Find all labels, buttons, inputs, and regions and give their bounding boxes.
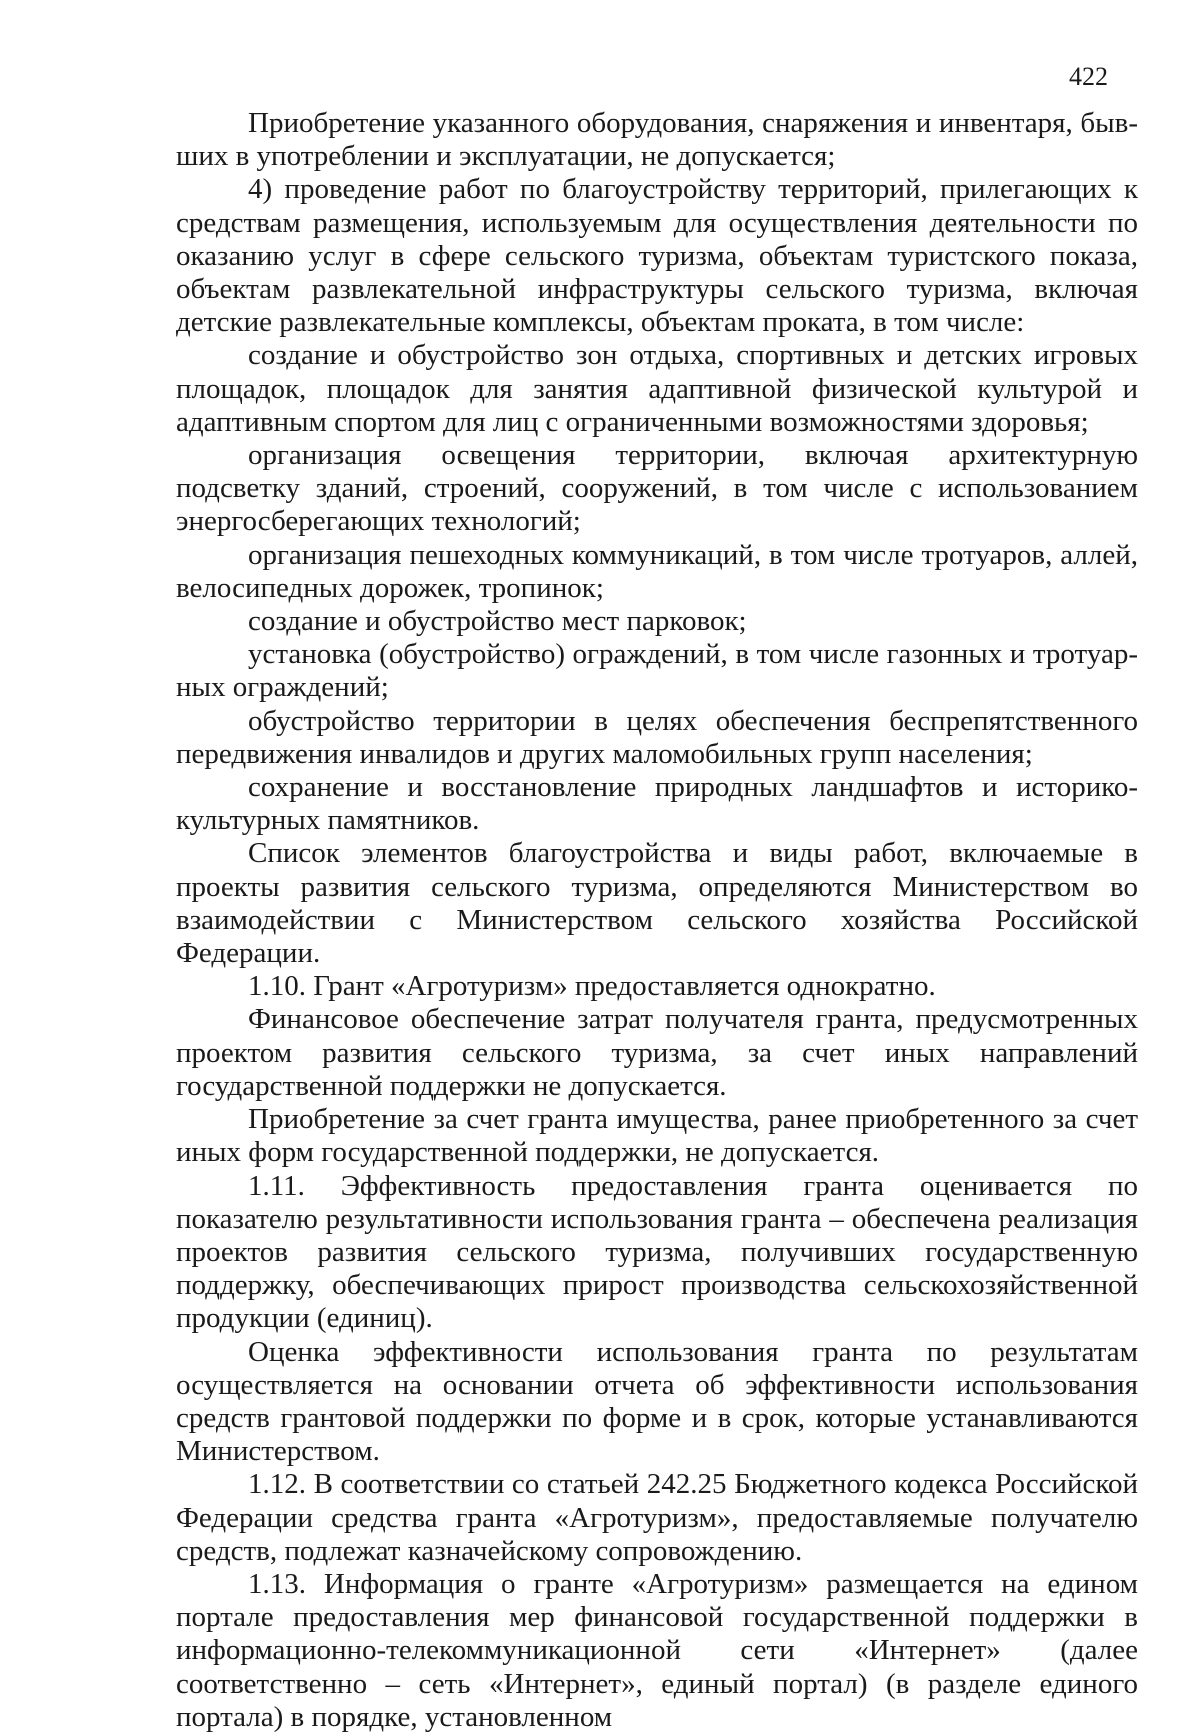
paragraph: обустройство территории в целях обеспечения беспрепятственного передвижения инвалидов и других маломобильных групп населения;: [176, 704, 1138, 770]
paragraph: организация пешеходных коммуникаций, в том числе тротуаров, аллей, велосипедных дорожек, тропинок;: [176, 538, 1138, 604]
paragraph: Финансовое обеспечение затрат получателя гранта, предусмотренных проектом развития сельского туризма, за счет иных направлений государственной поддержки не допускается.: [176, 1003, 1138, 1102]
paragraph: создание и обустройство мест парковок;: [248, 605, 747, 638]
paragraph: Приобретение указанного оборудования, снаряжения и инвентаря, бывших в употреблении и эксплуатации, не допускается;: [176, 107, 1138, 173]
page-number: 422: [1069, 62, 1108, 91]
paragraph: установка (обустройство) ограждений, в том числе газонных и тротуарных ограждений;: [176, 638, 1138, 704]
paragraph: Список элементов благоустройства и виды работ, включаемые в проекты развития сельского туризма, определяются Министерством во взаимодействии с Министерством сельского хозяйства Российской Федерации.: [176, 837, 1138, 970]
paragraph: Приобретение за счет гранта имущества, ранее приобретенного за счет иных форм государственной поддержки, не допускается.: [176, 1103, 1138, 1169]
paragraph: 1.10. Грант «Агротуризм» предоставляется однократно.: [248, 970, 936, 1003]
paragraph: Оценка эффективности использования гранта по результатам осуществляется на основании отчета об эффективности использования средств грантовой поддержки по форме и в срок, которые устанавливаются Министерством.: [176, 1335, 1138, 1468]
paragraph: 4) проведение работ по благоустройству территорий, прилегающих к средствам размещения, используемым для осуществления деятельности по оказанию услуг в сфере сельского туризма, объектам туристского показа, объектам развлекательной инфраструктуры сельского туризма, включая детские развлекательные комплексы, объектам проката, в том числе:: [176, 173, 1138, 339]
document-body: [176, 107, 1138, 1734]
paragraph: 1.11. Эффективность предоставления гранта оценивается по показателю результативности использования гранта – обеспечена реализация проектов развития сельского туризма, получивших государственную поддержку, обеспечивающих прирост производства сельскохозяйственной продукции (единиц).: [176, 1169, 1138, 1335]
paragraph: создание и обустройство зон отдыха, спортивных и детских игровых площадок, площадок для занятия адаптивной физической культурой и адаптивным спортом для лиц с ограниченными возможностями здоровья;: [176, 339, 1138, 438]
paragraph: сохранение и восстановление природных ландшафтов и историко-культурных памятников.: [176, 771, 1138, 837]
paragraph: 1.12. В соответствии со статьей 242.25 Бюджетного кодекса Российской Федерации средства гранта «Агротуризм», предоставляемые получателю средств, подлежат казначейскому сопровождению.: [176, 1468, 1138, 1567]
paragraph: 1.13. Информация о гранте «Агротуризм» размещается на едином портале предоставления мер финансовой государственной поддержки в информационно-телекоммуникационной сети «Интернет» (далее соответственно – сеть «Интернет», единый портал) (в разделе единого портала) в порядке, установленном: [176, 1567, 1138, 1733]
paragraph: организация освещения территории, включая архитектурную подсветку зданий, строений, сооружений, в том числе с использованием энергосберегающих технологий;: [176, 439, 1138, 538]
